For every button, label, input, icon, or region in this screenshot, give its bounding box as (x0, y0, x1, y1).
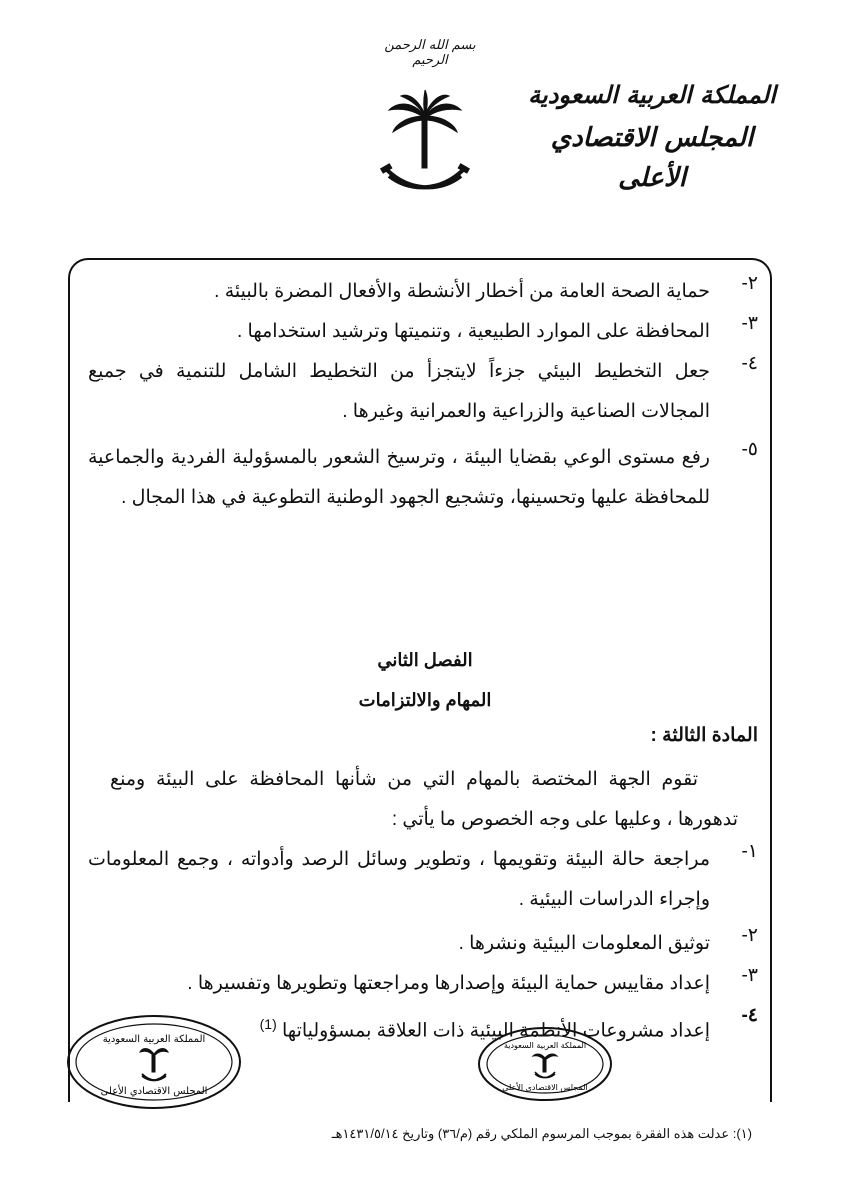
footnote: (١): عدلت هذه الفقرة بموجب المرسوم الملكي رقم (م/٣٦) وتاريخ ١٤٣١/٥/١٤هـ (331, 1126, 752, 1141)
chapter-subtitle: المهام والالتزامات (358, 690, 492, 710)
basmala: بسم الله الرحمن الرحيم (384, 38, 476, 68)
letterhead (522, 78, 782, 198)
item-text: توثيق المعلومات البيئية ونشرها . (458, 933, 710, 954)
list-item (88, 964, 758, 1004)
seal-right-line2: المجلس الاقتصادي الأعلى (502, 1083, 588, 1092)
chapter-title: الفصل الثاني (377, 650, 473, 670)
footnote-marker: (1) (259, 1016, 277, 1032)
seal-emblem-icon (533, 1054, 557, 1078)
seal-left-line1: المملكة العربية السعودية (102, 1034, 206, 1045)
duties-list (88, 840, 758, 1040)
official-seal-left (64, 1012, 244, 1112)
seal-right-line1: المملكة العربية السعودية (503, 1041, 587, 1050)
list-item (88, 840, 758, 920)
item-text: المحافظة على الموارد الطبيعية ، وتنميتها وترشيد استخدامها . (237, 321, 710, 342)
list-item (88, 438, 758, 518)
org-line-1: المملكة العربية السعودية (528, 80, 776, 109)
item-text: جعل التخطيط البيئي جزءاً لايتجزأ من التخطيط الشامل للتنمية في جميع المجالات الصناعية والزراعية والعمرانية وغيرها . (88, 361, 710, 422)
item-number: ٤- (741, 1005, 758, 1026)
item-number: ١- (741, 841, 758, 862)
seal-left-line2: المجلس الاقتصادي الأعلى (100, 1086, 208, 1097)
article-title: المادة الثالثة : (650, 725, 758, 746)
org-line-2: المجلس الاقتصادي الأعلى (550, 123, 754, 193)
article-intro-text: تقوم الجهة المختصة بالمهام التي من شأنها المحافظة على البيئة ومنع تدهورها ، وعليها على وجه الخصوص ما يأتي : (110, 769, 738, 830)
objectives-list (88, 272, 758, 572)
item-text-body: إعداد مشروعات الأنظمة البيئية ذات العلاقة بمسؤولياتها (282, 1020, 710, 1042)
item-text: رفع مستوى الوعي بقضايا البيئة ، وترسيخ الشعور بالمسؤولية الفردية والجماعية للمحافظة عليها وتحسينها، وتشجيع الجهود الوطنية التطوعية في هذا المجال . (88, 447, 710, 508)
item-number: ٥- (741, 439, 758, 460)
official-seal-right (475, 1024, 615, 1104)
list-item (88, 924, 758, 964)
item-number: ٢- (741, 273, 758, 294)
item-number: ٤- (741, 353, 758, 374)
item-text: مراجعة حالة البيئة وتقويمها ، وتطوير وسائل الرصد وأدواته ، وجمع المعلومات وإجراء الدراسات البيئية . (88, 849, 710, 910)
palm-swords-emblem-icon (375, 88, 475, 203)
list-item (88, 272, 758, 312)
item-text: إعداد مقاييس حماية البيئة وإصدارها ومراجعتها وتطويرها وتفسيرها . (187, 973, 710, 994)
item-number: ٣- (741, 965, 758, 986)
item-number: ٣- (741, 313, 758, 334)
article-intro (110, 760, 738, 840)
seal-emblem-icon (140, 1049, 168, 1081)
item-number: ٢- (741, 925, 758, 946)
item-text: حماية الصحة العامة من أخطار الأنشطة والأفعال المضرة بالبيئة . (214, 281, 710, 302)
list-item (88, 312, 758, 352)
list-item (88, 352, 758, 432)
